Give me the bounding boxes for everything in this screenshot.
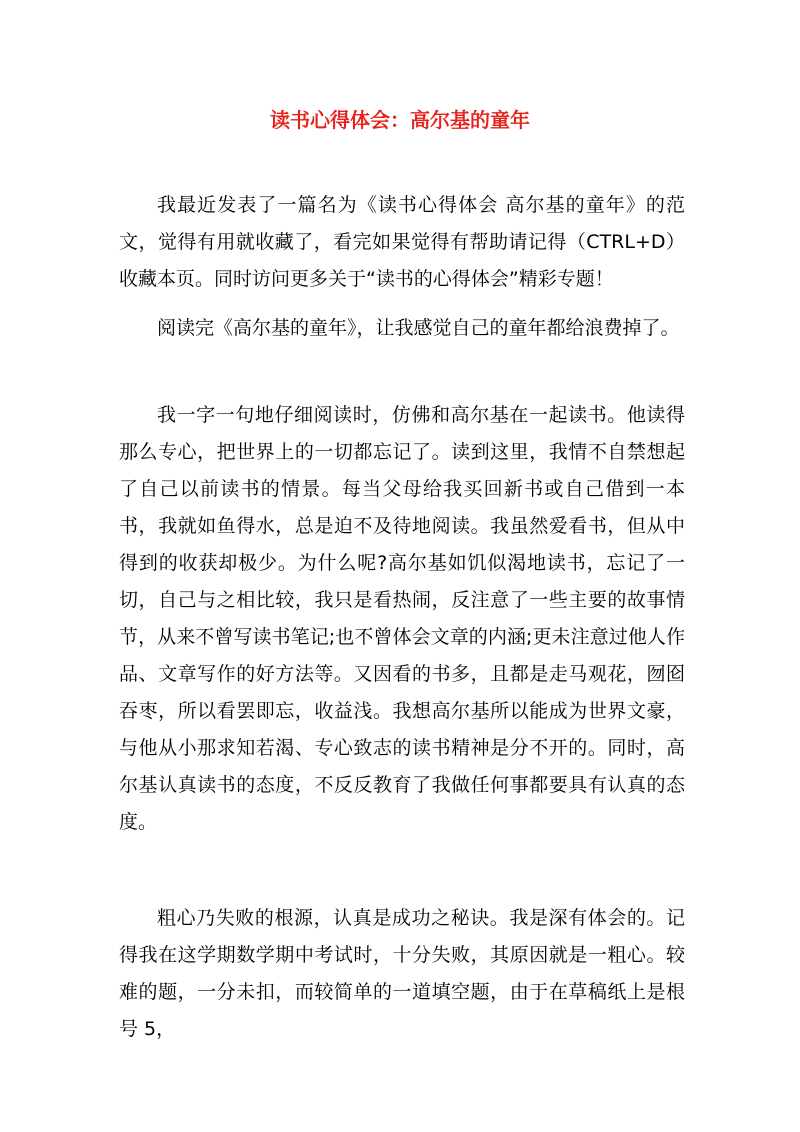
paragraph-intro: 我最近发表了一篇名为《读书心得体会 高尔基的童年》的范文，觉得有用就收藏了，看完如果觉得有帮助请记得（CTRL+D）收藏本页。同时访问更多关于“读书的心得体会”精彩专题！ (119, 194, 685, 290)
paragraph-carelessness: 粗心乃失败的根源，认真是成功之秘诀。我是深有体会的。记得我在这学期数学期中考试时，十分失败，其原因就是一粗心。较难的题，一分未扣，而较简单的一道填空题，由于在草稿纸上是根号 5， (119, 907, 685, 1040)
paragraph-reading-habits: 我一字一句地仔细阅读时，仿佛和高尔基在一起读书。他读得那么专心，把世界上的一切都忘记了。读到这里，我情不自禁想起了自己以前读书的情景。每当父母给我买回新书或自己借到一本书，我就如鱼得水，总是迫不及待地阅读。我虽然爱看书，但从中得到的收获却极少。为什么呢?高尔基如饥似渴地读书，忘记了一切，自己与之相比较，我只是看热闹，反注意了一些主要的故事情节，从来不曾写读书笔记;也不曾体会文章的内涵;更未注意过他人作品、文章写作的好方法等。又因看的书多，且都是走马观花，囫囵吞枣，所以看罢即忘，收益浅。我想高尔基所以能成为世界文豪，与他从小那求知若渴、专心致志的读书精神是分不开的。同时，高尔基认真读书的态度，不反反教育了我做任何事都要具有认真的态度。 (119, 404, 685, 833)
paragraph-reading-feeling: 阅读完《高尔基的童年》，让我感觉自己的童年都给浪费掉了。 (157, 317, 680, 339)
document-title: 读书心得体会：高尔基的童年 (270, 108, 530, 132)
